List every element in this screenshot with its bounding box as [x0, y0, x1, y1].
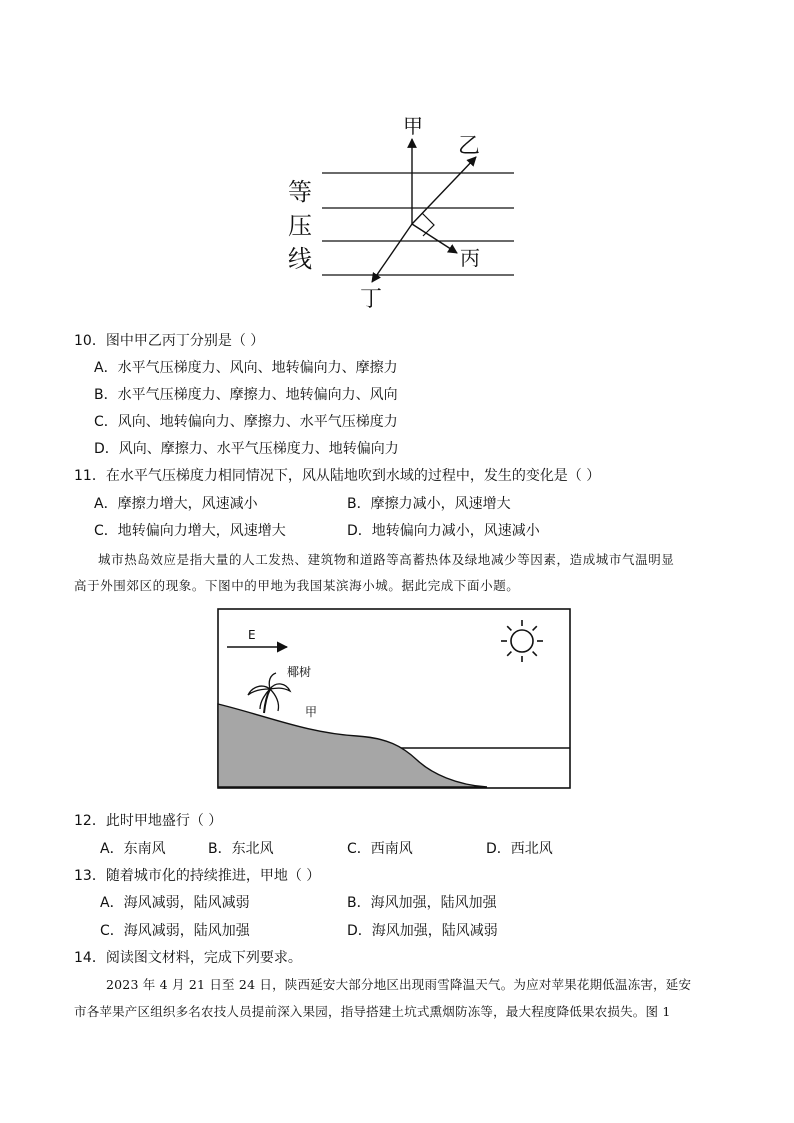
q11-option-d: D．地转偏向力减小，风速减小 [347, 523, 540, 539]
q12-option-b: B．东北风 [208, 841, 274, 857]
q11-option-b: B．摩擦力减小，风速增大 [347, 496, 511, 512]
direction-label: E [248, 628, 256, 642]
q10-option-c: C．风向、地转偏向力、摩擦力、水平气压梯度力 [94, 414, 398, 430]
place-label: 甲 [305, 705, 318, 719]
q14-stem: 14．阅读图文材料，完成下列要求。 [74, 950, 302, 966]
q12-option-c: C．西南风 [347, 841, 413, 857]
q13-stem: 13．随着城市化的持续推进，甲地（ ） [74, 868, 321, 884]
label-bing: 丙 [460, 246, 480, 270]
right-angle-mark [422, 213, 434, 236]
passage1-line2: 高于外围郊区的现象。下图中的甲地为我国某滨海小城。据此完成下面小题。 [74, 578, 520, 593]
isobar-char-3: 线 [288, 245, 312, 273]
q10-stem: 10．图中甲乙丙丁分别是（ ） [74, 333, 265, 349]
q12-option-d: D．西北风 [486, 841, 553, 857]
passage1-line1: 城市热岛效应是指大量的人工发热、建筑物和道路等高蓄热体及绿地减少等因素，造成城市气温明显 [98, 552, 675, 567]
q10-option-d: D．风向、摩擦力、水平气压梯度力、地转偏向力 [94, 441, 399, 457]
q11-option-c: C．地转偏向力增大，风速增大 [94, 523, 286, 539]
q11-option-a: A．摩擦力增大，风速减小 [94, 496, 258, 512]
arrow-ding [372, 224, 412, 282]
q12-stem: 12．此时甲地盛行（ ） [74, 813, 223, 829]
label-yi: 乙 [458, 134, 481, 159]
isobar-char-1: 等 [288, 178, 312, 206]
q13-option-a: A．海风减弱，陆风减弱 [100, 895, 250, 911]
force-diagram [270, 105, 530, 320]
q13-option-d: D．海风加强，陆风减弱 [347, 923, 498, 939]
q10-option-b: B．水平气压梯度力、摩擦力、地转偏向力、风向 [94, 387, 398, 403]
label-ding: 丁 [360, 287, 383, 312]
isobar-char-2: 压 [288, 212, 312, 240]
arrow-bing [412, 224, 457, 253]
coastal-diagram [217, 608, 572, 791]
q13-option-c: C．海风减弱，陆风加强 [100, 923, 250, 939]
q12-option-a: A．东南风 [100, 841, 166, 857]
q14-line2: 市各苹果产区组织多名农技人员提前深入果园，指导搭建土坑式熏烟防冻等，最大程度降低果农损失。图 1 [74, 1004, 671, 1019]
q13-option-b: B．海风加强，陆风加强 [347, 895, 497, 911]
q10-option-a: A．水平气压梯度力、风向、地转偏向力、摩擦力 [94, 360, 398, 376]
label-jia: 甲 [403, 114, 423, 138]
arrow-yi [412, 157, 476, 224]
q11-stem: 11．在水平气压梯度力相同情况下，风从陆地吹到水域的过程中，发生的变化是（ ） [74, 468, 601, 484]
q14-line1: 2023 年 4 月 21 日至 24 日，陕西延安大部分地区出现雨雪降温天气。为应对苹果花期低温冻害，延安 [106, 977, 692, 992]
tree-label: 椰树 [287, 665, 312, 679]
